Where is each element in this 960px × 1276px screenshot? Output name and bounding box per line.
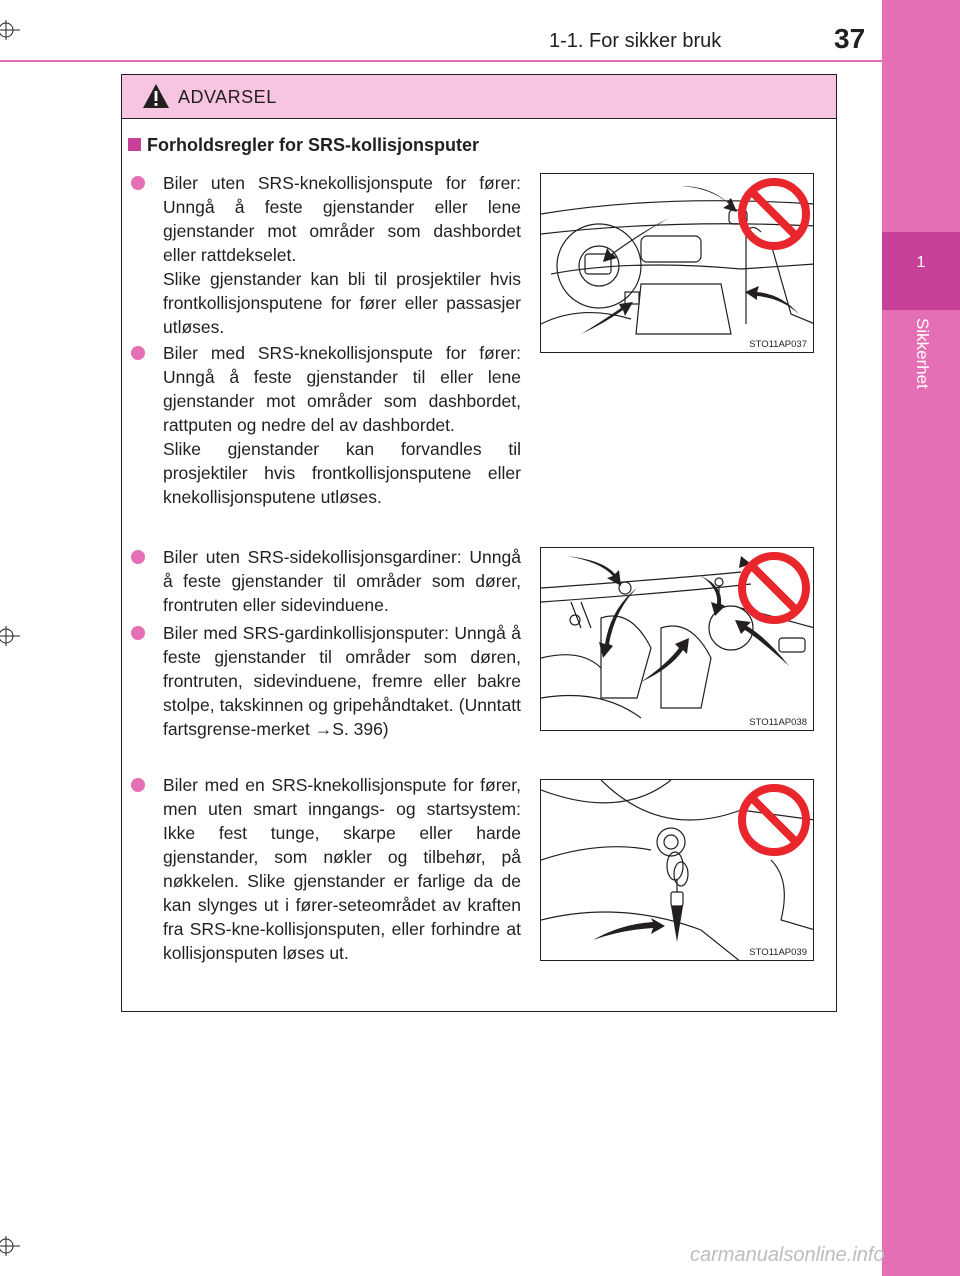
- figure-interior: [540, 547, 814, 731]
- section-header: 1-1. For sikker bruk: [549, 30, 722, 52]
- bullet-dot-icon: [131, 626, 145, 640]
- figure-dashboard: [540, 173, 814, 353]
- list-item: [131, 621, 521, 741]
- warning-triangle-icon: [142, 83, 170, 109]
- figure-key: [540, 779, 814, 961]
- list-item-text: Slike gjenstander kan forvandles til prosjektiler hvis frontkollisjonsputene eller knekollisjonsputene utløses.: [163, 439, 521, 507]
- bullet-dot-icon: [131, 346, 145, 360]
- chapter-number: 1: [916, 254, 926, 271]
- prohibition-icon: [737, 783, 811, 857]
- list-item: [131, 773, 521, 965]
- list-item-text: Biler med SRS-gardinkollisjonsputer: Unngå å feste gjenstander til områder som døren, frontruten, sidevinduene, fremre eller bakre stolpe, takskinnen og gripehåndtaket. (Unntatt fartsgrense-merket →S. 396): [163, 623, 521, 739]
- watermark: carmanualsonline.info: [690, 1244, 885, 1266]
- list-item: [131, 545, 521, 617]
- list-item-text: Biler med SRS-knekollisjonspute for fører: Unngå å feste gjenstander til eller lene gjenstander mot områder som dashbordet, rattputen og nedre del av dashbordet.: [163, 343, 521, 435]
- bullet-dot-icon: [131, 778, 145, 792]
- warning-header: [122, 75, 836, 119]
- chapter-side-tab: [882, 0, 960, 1276]
- bullet-dot-icon: [131, 176, 145, 190]
- warning-label: ADVARSEL: [178, 87, 277, 107]
- prohibition-icon: [737, 551, 811, 625]
- list-item-text: Biler med en SRS-knekollisjonspute for fører, men uten smart inngangs- og startsystem: Ikke fest tunge, skarpe eller harde gjenstander, som nøkler og tilbehør, på nøkkelen. Slike gjenstander er farlige da de kan slynges ut i fører-seteområdet av kraften fra SRS-kne-kollisjonsputen, eller forhindre at kollisjonsputen løses ut.: [163, 775, 521, 963]
- figure-code: STO11AP037: [749, 339, 807, 350]
- chapter-number-box[interactable]: [882, 232, 960, 310]
- chapter-label: Sikkerhet: [913, 318, 932, 389]
- list-item-text: Biler uten SRS-knekollisjonspute for fører: Unngå å feste gjenstander eller lene gjenstander mot områder som dashbordet eller rattdekselet.: [163, 173, 521, 265]
- page-number: 37: [834, 23, 866, 54]
- bullet-dot-icon: [131, 550, 145, 564]
- prohibition-icon: [737, 177, 811, 251]
- list-item-text: Biler uten SRS-sidekollisjonsgardiner: Unngå å feste gjenstander til områder som dører, frontruten eller sidevinduene.: [163, 547, 521, 615]
- header-divider: [0, 60, 882, 62]
- list-item: [131, 341, 521, 509]
- list-item: [131, 171, 521, 339]
- section-title-text: Forholdsregler for SRS-kollisjonsputer: [147, 135, 480, 155]
- square-bullet-icon: [128, 138, 141, 151]
- figure-code: STO11AP039: [749, 947, 807, 958]
- warning-box: [121, 74, 837, 1012]
- list-item-text: Slike gjenstander kan bli til prosjektiler hvis frontkollisjonsputene for fører eller passasjer utløses.: [163, 269, 521, 337]
- figure-code: STO11AP038: [749, 717, 807, 728]
- section-title: [128, 135, 479, 156]
- chapter-label-box: [882, 318, 960, 408]
